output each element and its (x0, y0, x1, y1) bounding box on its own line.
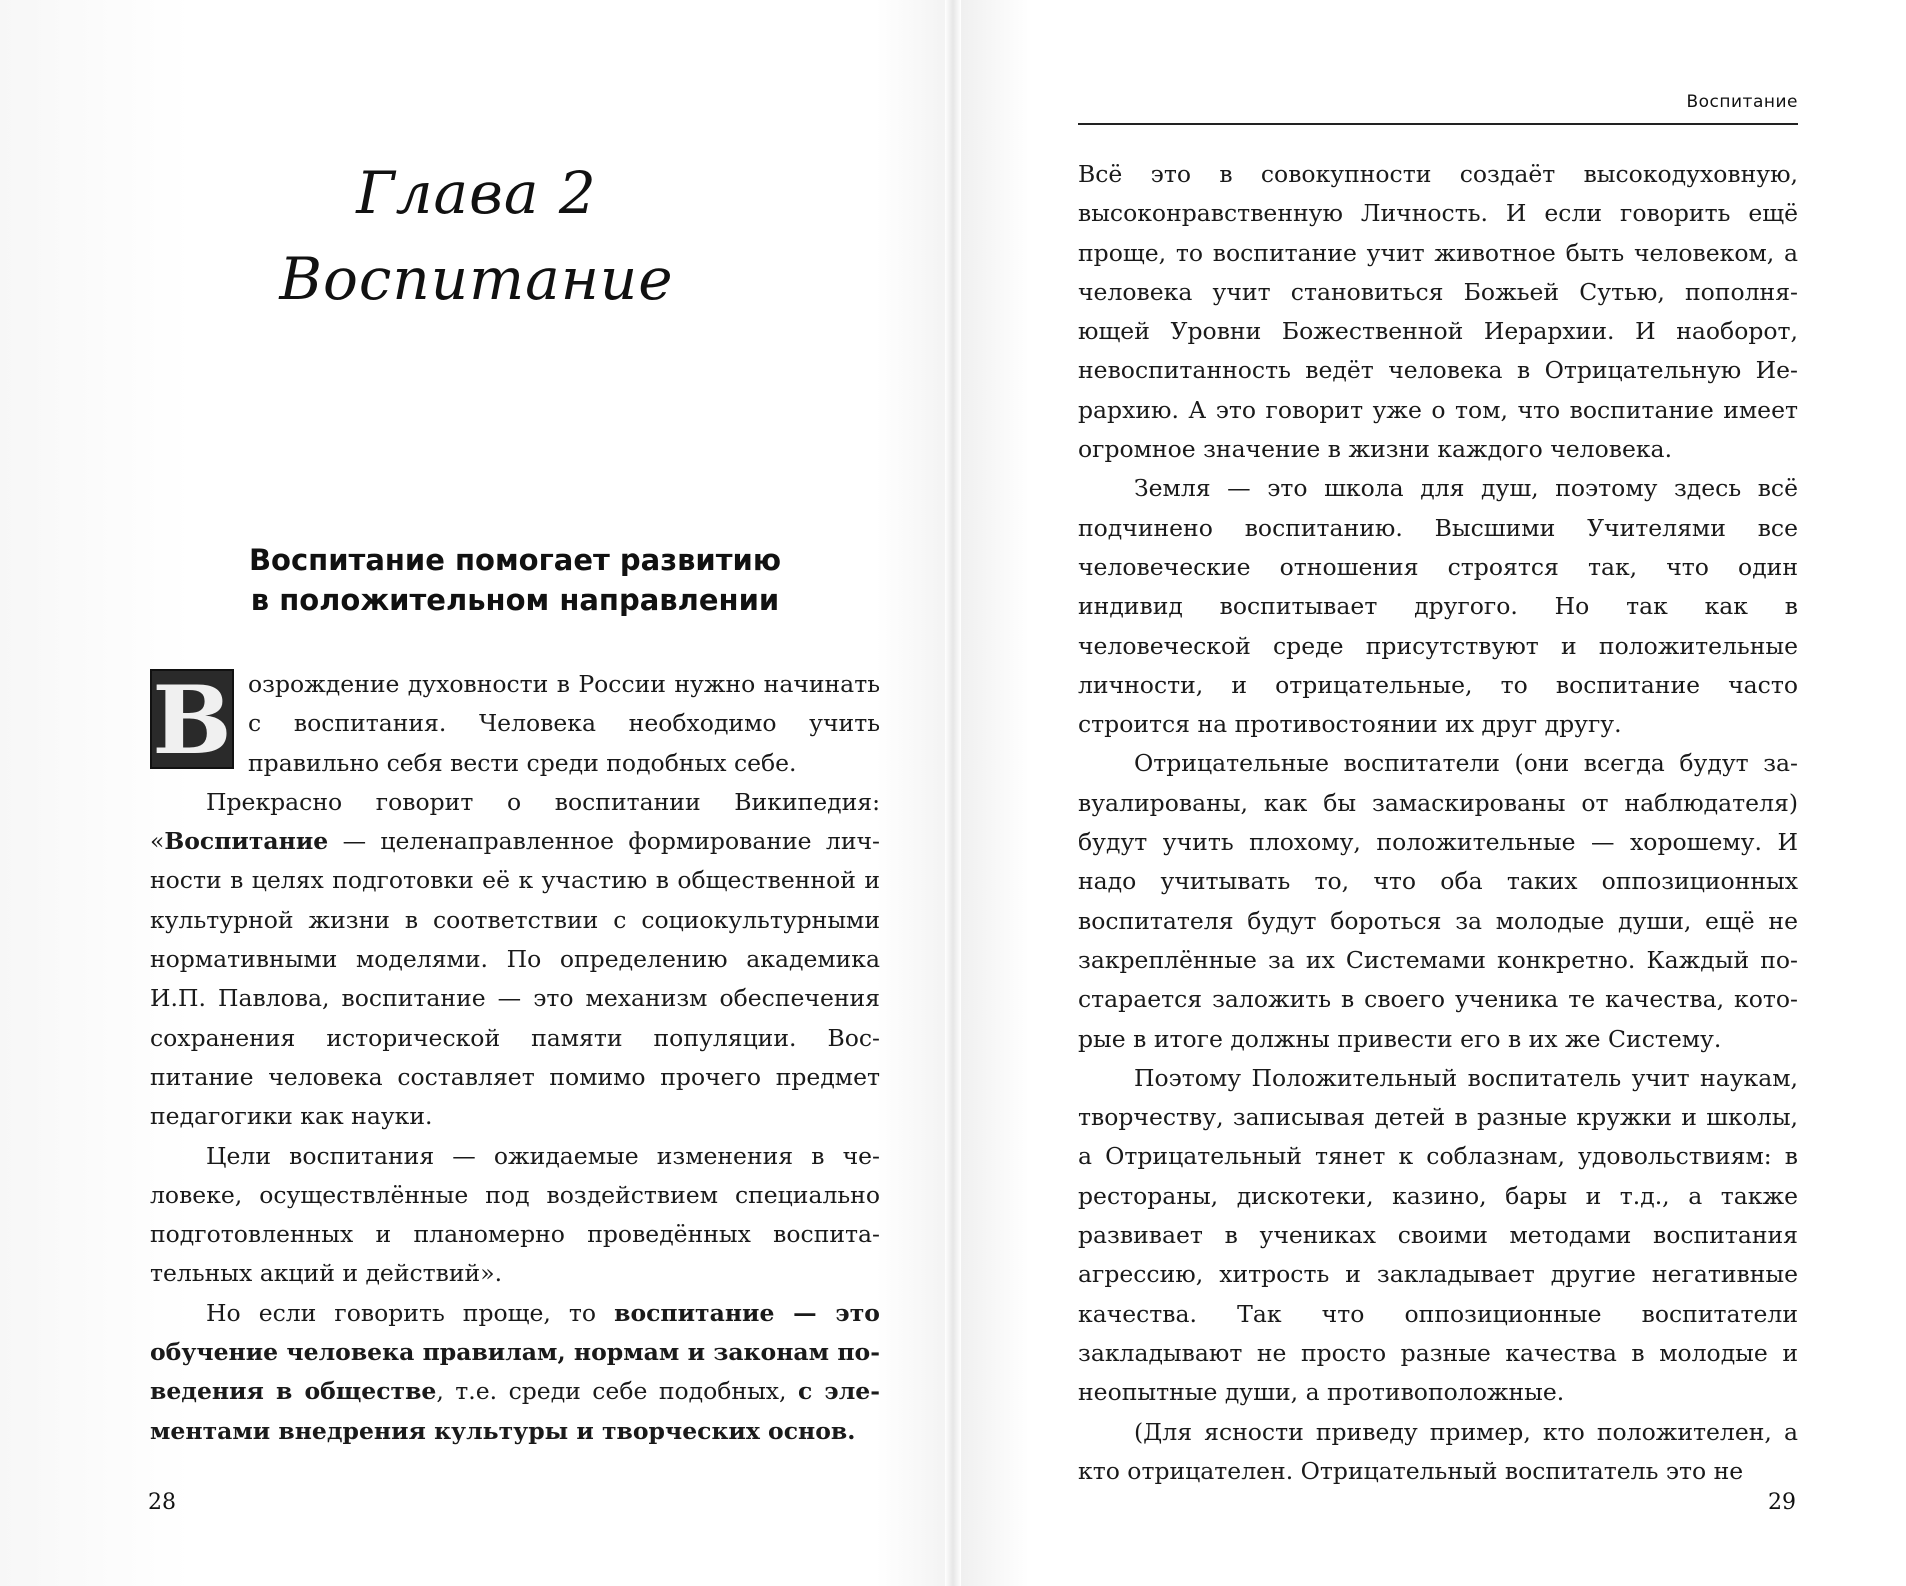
header-rule (1078, 123, 1798, 125)
paragraph-4-start: Но если говорить проще, то (206, 1298, 615, 1327)
paragraph-2-start: Прекрасно говорит о воспитании Википедия: « (150, 787, 880, 856)
dropcap-letter: В (150, 669, 234, 769)
chapter-heading (0, 150, 953, 322)
section-title-line-2: в положительном направлении (250, 583, 780, 617)
chapter-number: Глава 2 (356, 159, 597, 227)
paragraph-2 (150, 783, 880, 1137)
paragraph-4 (150, 1294, 880, 1451)
section-title-line-1: Воспитание помогает развитию (248, 543, 782, 577)
section-title (150, 540, 880, 620)
paragraph-4-bold-2: с элементами внедрения культуры и творческих основ. (150, 1377, 880, 1445)
book-gutter (945, 0, 961, 1586)
paragraph-1-text: озрождение духовности в России нужно начинать с воспитания. Человека необходимо учить правильно себя вести среди подобных себе. (248, 670, 880, 777)
paragraph-4-bold-1: воспитание — это обучение человека правилам, нормам и законам поведения в обществе (150, 1298, 880, 1406)
running-head: Воспитание (1686, 92, 1798, 112)
right-text-column (1078, 155, 1798, 1491)
paragraph-3: Цели воспитания — ожидаемые изменения в человеке, осуществлённые под воздействием специально подготовленных и планомерно проведённых воспитательных акций и действий». (150, 1141, 880, 1288)
chapter-title: Воспитание (279, 245, 674, 313)
page-number-right: 29 (1768, 1490, 1796, 1515)
right-paragraph-5: (Для ясности приведу пример, кто положителен, а кто отрицателен. Отрицательный воспитатель это не (1078, 1417, 1798, 1485)
page-number-left: 28 (148, 1490, 176, 1515)
paragraph-4-mid: , т.е. среди себе подобных, (436, 1377, 798, 1406)
right-paragraph-2: Земля — это школа для душ, поэтому здесь всё подчинено воспитанию. Высшими Учителями все человеческие отношения строятся так, что один индивид воспитывает другого. Но так как в человеческой среде присутствуют и положительные личности, и отрицательные, то воспитание часто строится на противостоянии их друг другу. (1078, 474, 1798, 739)
paragraph-1 (150, 665, 880, 783)
right-paragraph-3: Отрицательные воспитатели (они всегда будут завуалированы, как бы замаскированы от наблюдателя) будут учить плохому, положительные — хорошему. И надо учитывать то, что оба таких оппозиционных воспитателя будут бороться за молодые души, ещё не закреплённые за их Системами конкретно. Каждый постарается заложить в своего ученика те качества, которые в итоге должны привести его в их же Систему. (1078, 749, 1798, 1053)
right-paragraph-1: Всё это в совокупности создаёт высокодуховную, высоконравственную Личность. И если говорить ещё проще, то воспитание учит животное быть человеком, а человека учит становиться Божьей Сутью, пополняющей Уровни Божественной Иерархии. И наоборот, невоспитанность ведёт человека в Отрицательную Иерархию. А это говорит уже о том, что воспитание имеет огромное значение в жизни каждого человека. (1078, 160, 1798, 464)
paragraph-2-bold: Воспитание (164, 827, 329, 856)
left-text-column (150, 665, 880, 1451)
right-paragraph-4: Поэтому Положительный воспитатель учит наукам, творчеству, записывая детей в разные кружки и школы, а Отрицательный тянет к соблазнам, удовольствиям: в рестораны, дискотеки, казино, бары и т.д., а также развивает в учениках своими методами воспитания агрессию, хитрость и закладывает другие негативные качества. Так что оппозиционные воспитатели закладывают не просто разные качества в молодые и неопытные души, а противоположные. (1078, 1063, 1798, 1407)
paragraph-2-rest: — целенаправленное формирование личности в целях подготовки её к участию в общественной и культурной жизни в соответствии с социокультурными нормативными моделями. По определению академика И.П. Павлова, воспитание — это механизм обеспечения сохранения исторической памяти популяции. Воспитание человека составляет помимо прочего предмет педагогики как науки. (150, 827, 880, 1131)
